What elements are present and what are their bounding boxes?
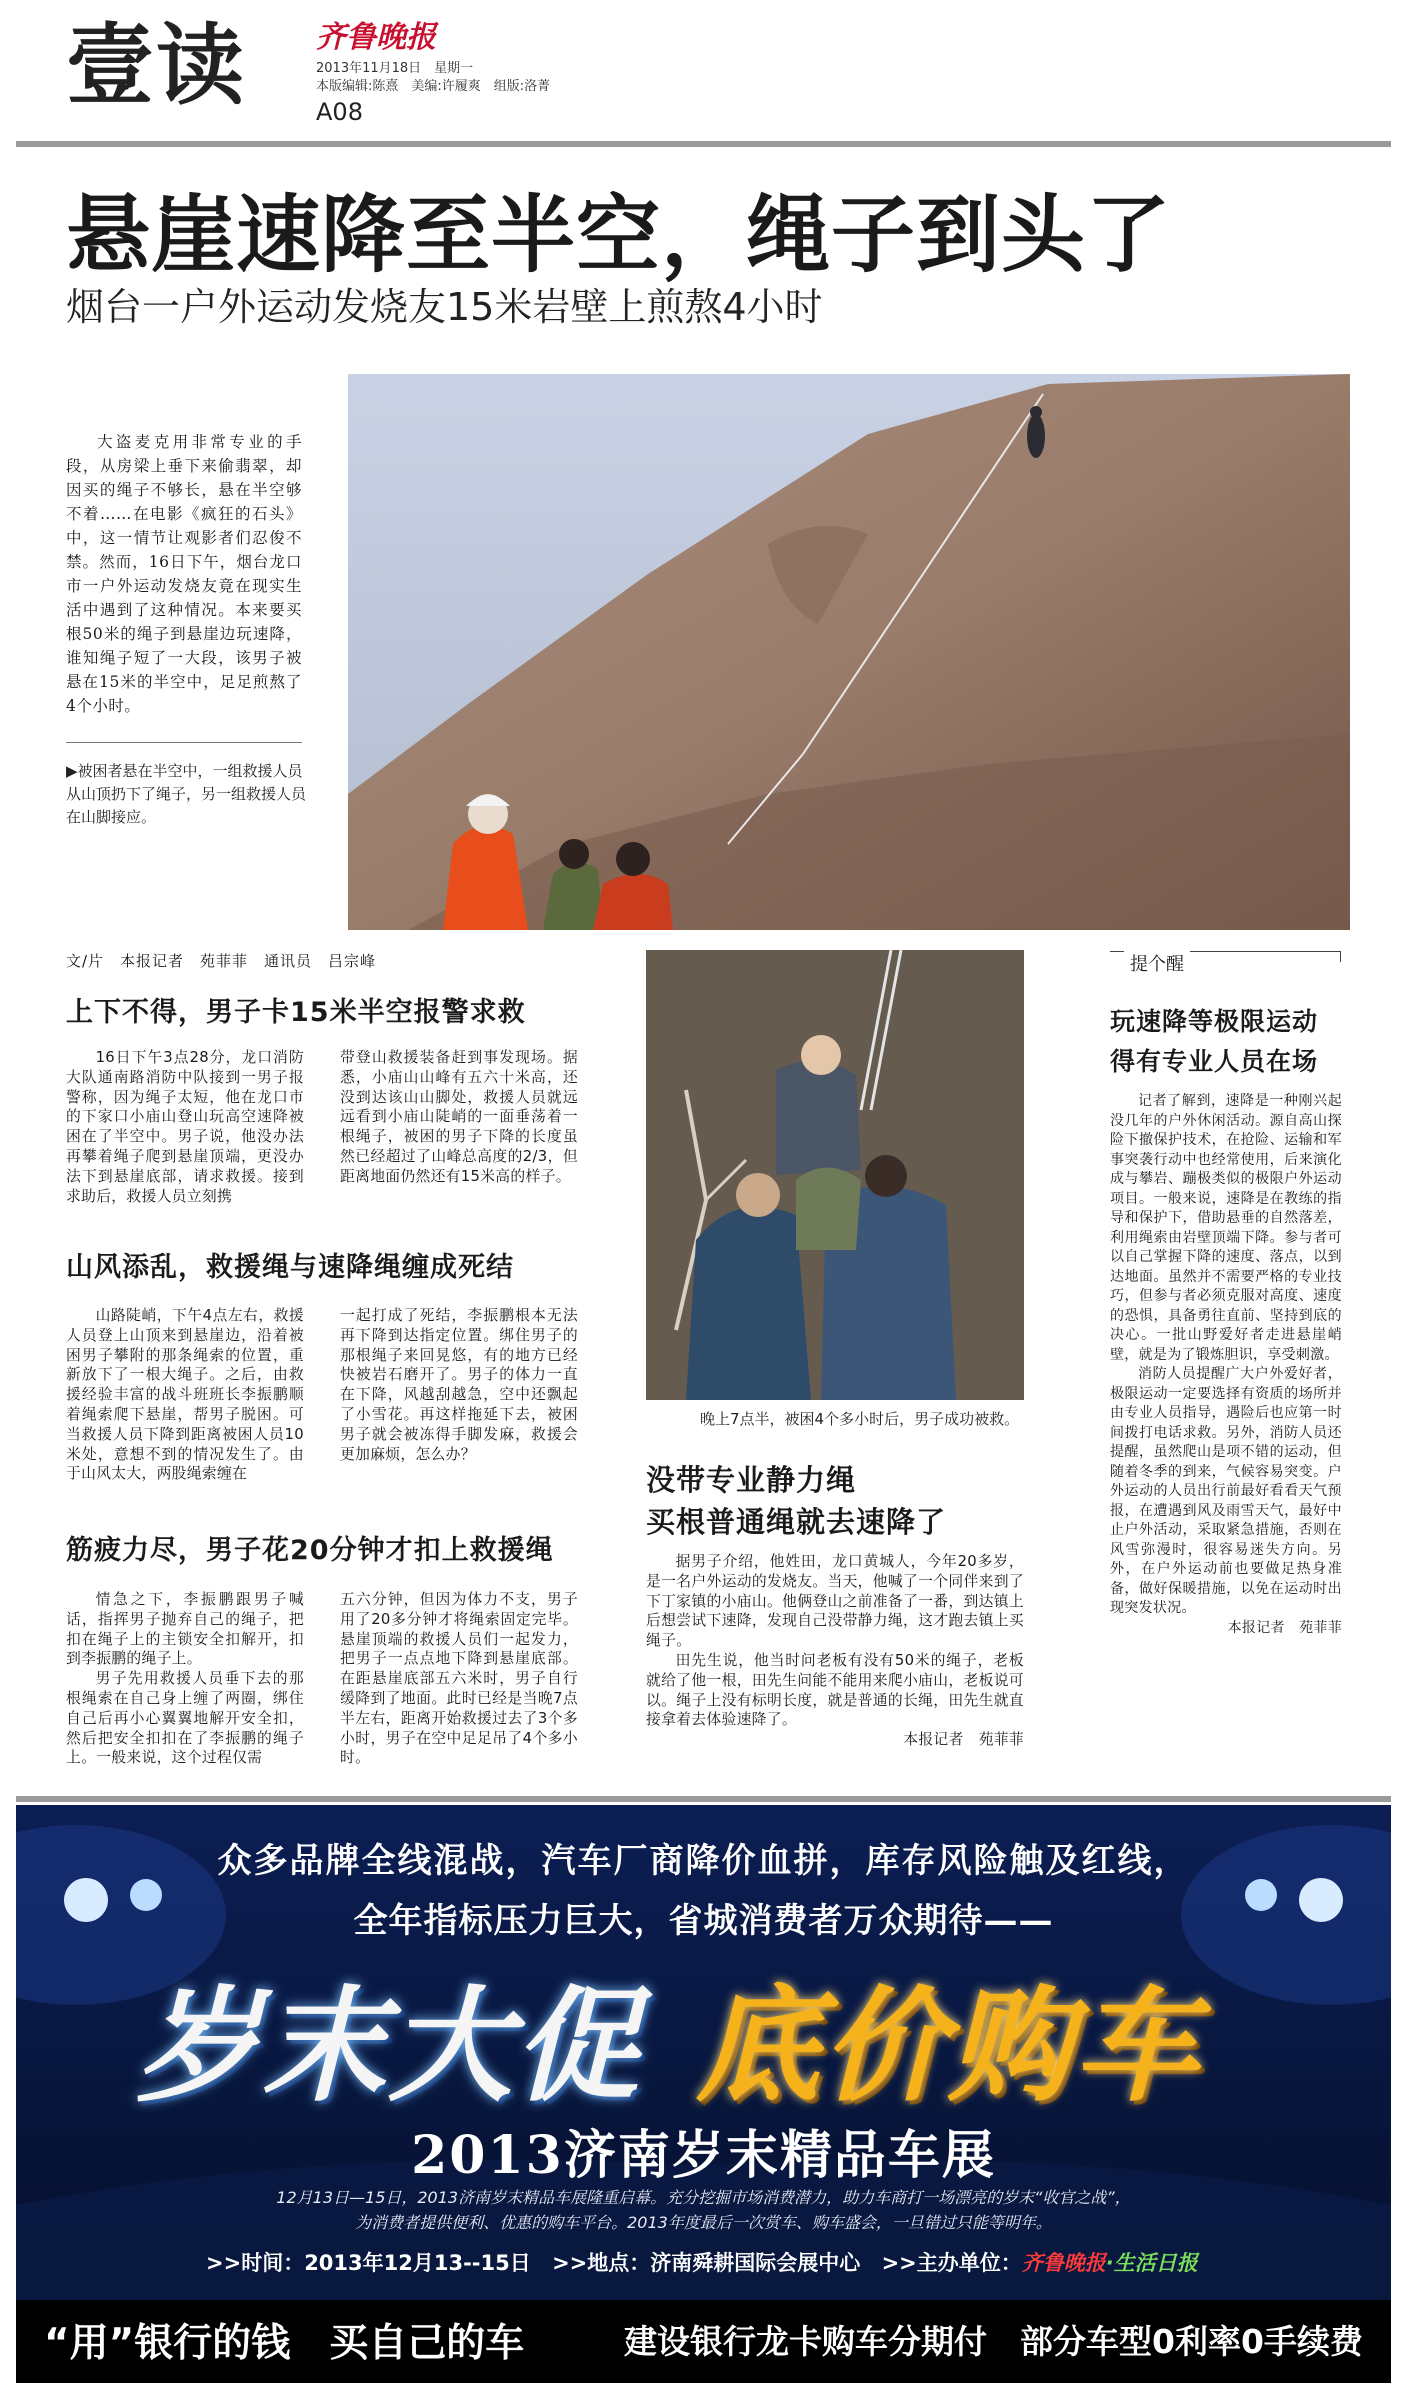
ad-bottom-slogan-3: 部分车型0利率0手续费 (1020, 2322, 1363, 2361)
ad-line-2: 全年指标压力巨大，省城消费者万众期待—— (353, 1901, 1054, 1941)
editor-line: 本版编辑:陈熹 美编:许履爽 组版:洛菁 (316, 79, 551, 94)
section-4-signature: 本报记者 苑菲菲 (903, 1731, 1024, 1749)
ad-host-2: 生活日报 (1113, 2251, 1198, 2275)
section-1-title: 上下不得，男子卡15米半空报警求救 (66, 997, 526, 1028)
ad-line-1: 众多品牌全线混战，汽车厂商降价血拼，库存风险触及红线， (217, 1841, 1190, 1881)
tip-label: 提个醒 (1124, 950, 1190, 976)
section-3-paragraph-2: 男子先用救援人员垂下去的那根绳索在自己身上缠了两圈，绑住自己后再小心翼翼地解开安全扣，然后把安全扣扣在了李振鹏的绳子上。一般来说，这个过程仅需 (66, 1670, 304, 1767)
section-4-paragraph-1: 据男子介绍，他姓田，龙口黄城人，今年20多岁，是一名户外运动的发烧友。当天，他喊了一个同伴来到了下丁家镇的小庙山。他俩登山之前准备了一番，到达镇上后想尝试下速降，发现自己没带静力绳，这才跑去镇上买绳子。 (646, 1553, 1024, 1650)
ad-info-line (206, 2247, 1198, 2277)
intro-paragraph: 大盗麦克用非常专业的手段，从房梁上垂下来偷翡翠，却因买的绳子不够长，悬在半空够不着……在电影《疯狂的石头》中，这一情节让观影者们忍俊不禁。然而，16日下午，烟台龙口市一户外运动发烧友竟在现实生活中遇到了这种情况。本来要买根50米的绳子到悬崖边玩速降，谁知绳子短了一大段，该男子被悬在15米的半空中，足足煎熬了4个小时。 (66, 433, 302, 715)
section-3-col-2: 五六分钟，但因为体力不支，男子用了20多分钟才将绳索固定完毕。悬崖顶端的救援人员们一起发力，把男子一点点地下降到悬崖底部。在距悬崖底部五六米时，男子自行缓降到了地面。此时已经是当晚7点半左右，距离开始救援过去了3个多小时，男子在空中足足吊了4个多小时。 (340, 1591, 578, 1767)
ad-info-host: >>主办单位： (881, 2251, 1022, 2275)
section-4-paragraph-2: 田先生说，他当时问老板有没有50米的绳子，老板就给了他一根，田先生问能不能用来爬小庙山，老板说可以。绳子上没有标明长度，就是普通的长绳，田先生就直接拿着去体验速降了。 (646, 1651, 1024, 1729)
section-4-body (646, 1552, 1024, 1750)
ad-top-rule (16, 1796, 1391, 1802)
ad-info-place: >>地点：济南舜耕国际会展中心 (552, 2251, 861, 2275)
tip-title-line-1: 玩速降等极限运动 (1110, 1007, 1319, 1036)
byline: 文/片 本报记者 苑菲菲 通讯员 吕宗峰 (66, 952, 377, 970)
photo-caption-1: ▶被困者悬在半空中，一组救援人员从山顶扔下了绳子，另一组救援人员在山脚接应。 (66, 762, 307, 826)
header-rule (16, 141, 1391, 147)
section-2-col-2: 一起打成了死结，李振鹏根本无法再下降到达指定位置。绑住男子的那根绳子来回晃悠，有的地方已经快被岩石磨开了。男子的体力一直在下降，风越刮越急，空中还飘起了小雪花。再这样拖延下去，被困男子就会被冻得手脚发麻，救援会更加麻烦，怎么办？ (340, 1307, 578, 1463)
date-line: 2013年11月18日 星期一 (316, 61, 474, 76)
ad-bottom-bar (16, 2300, 1391, 2383)
section-3-col-1 (66, 1590, 304, 1768)
tip-body (1110, 1092, 1342, 1638)
paper-logo: 齐鲁晚报 (316, 20, 436, 55)
section-3-title: 筋疲力尽，男子花20分钟才扣上救援绳 (66, 1535, 554, 1566)
photo-caption-2: 晚上7点半，被困4个多小时后，男子成功被救。 (700, 1410, 1020, 1428)
ad-bottom-slogan-1: “用”银行的钱 买自己的车 (44, 2321, 525, 2366)
ad-slogan-right: 底价购车 (696, 1975, 1201, 2119)
cliff-photo-illustration (348, 374, 1350, 930)
section-2-title: 山风添乱，救援绳与速降绳缠成死结 (66, 1252, 514, 1283)
ad-description-2: 为消费者提供便利、优惠的购车平台。2013年度最后一次赏车、购车盛会，一旦错过只能等明年。 (355, 2213, 1052, 2232)
subheadline: 烟台一户外运动发烧友15米岩壁上煎熬4小时 (66, 285, 823, 329)
section-1-col-2: 带登山救援装备赶到事发现场。据悉，小庙山山峰有五六十米高，还没到达该山山脚处，救援人员就远远看到小庙山陡峭的一面垂荡着一根绳子，被困的男子下降的长度虽然已经超过了山峰总高度的2/3，但距离地面仍然还有15米高的样子。 (340, 1049, 578, 1185)
ad-host-1: 齐鲁晚报 (1021, 2251, 1106, 2275)
tip-title-line-2: 得有专业人员在场 (1110, 1047, 1319, 1076)
section-4-title-line-1: 没带专业静力绳 (646, 1463, 857, 1497)
tip-paragraph-2: 消防人员提醒广大户外爱好者，极限运动一定要选择有资质的场所并由专业人员指导，遇险后也应第一时间拨打电话求救。另外，消防人员还提醒，虽然爬山是项不错的运动，但随着冬季的到来，气候容易突变。户外运动的人员出行前最好看看天气预报，在遭遇到风及雨雪天气，最好中止户外活动，采取紧急措施，否则在风雪弥漫时，很容易迷失方向。另外，在户外运动前也要做足热身准备，做好保暖措施，以免在运动时出现突发状况。 (1110, 1366, 1342, 1616)
cliff-photo (348, 374, 1350, 930)
ad-description-1: 12月13日—15日，2013济南岁末精品车展隆重启幕。充分挖掘市场消费潜力，助力车商打一场漂亮的岁末“收官之战”， (276, 2188, 1131, 2207)
section-title: 壹读 (66, 14, 247, 117)
tip-paragraph-1: 记者了解到，速降是一种刚兴起没几年的户外休闲活动。源自高山探险下撤保护技术，在抢险、运输和军事突袭行动中也经常使用，后来演化成与攀岩、蹦极类似的极限户外运动项目。一般来说，速降是在教练的指导和保护下，借助悬垂的自然落差，利用绳索由岩壁顶端下降。参与者可以自己掌握下降的速度、落点，以到达地面。虽然并不需要严格的专业技巧，但参与者必须克服对高度、速度的恐惧，具备勇往直前、坚持到底的决心。一批山野爱好者走进悬崖峭壁，就是为了锻炼胆识，享受刺激。 (1110, 1093, 1342, 1363)
ad-expo-title: 2013济南岁末精品车展 (411, 2125, 996, 2186)
ad-info-time: >>时间：2013年12月13--15日 (206, 2251, 531, 2275)
ad-host-separator: · (1105, 2251, 1114, 2275)
intro-divider (66, 742, 302, 743)
headline: 悬崖速降至半空，绳子到头了 (66, 186, 1172, 284)
page-number: A08 (316, 98, 363, 126)
car-expo-ad (16, 1805, 1391, 2383)
section-4-title-line-2: 买根普通绳就去速降了 (646, 1505, 947, 1539)
ad-bottom-slogan-2: 建设银行龙卡购车分期付 (624, 2322, 987, 2361)
section-2-col-1: 山路陡峭，下午4点左右，救援人员登上山顶来到悬崖边，沿着被困男子攀附的那条绳索的位置，重新放下了一根大绳子。之后，由救援经验丰富的战斗班班长李振鹏顺着绳索爬下悬崖，帮男子脱困。可当救援人员下降到距离被困人员10米处，意想不到的情况发生了。由于山风太大，两股绳索缠在 (66, 1307, 304, 1483)
tip-signature: 本报记者 苑菲菲 (1227, 1619, 1342, 1636)
section-3-paragraph-1: 情急之下，李振鹏跟男子喊话，指挥男子抛弃自己的绳子，把扣在绳子上的主锁安全扣解开，扣到李振鹏的绳子上。 (66, 1591, 304, 1668)
rescue-photo (646, 950, 1024, 1400)
ad-slogan-left: 岁末大促 (136, 1975, 641, 2119)
section-1-col-1: 16日下午3点28分，龙口消防大队通南路消防中队接到一男子报警称，因为绳子太短，他在龙口市的下家口小庙山登山玩高空速降被困在了半空中。男子说，他没办法再攀着绳子爬到悬崖顶端，更没办法下到悬崖底部，请求救援。接到求助后，救援人员立刻携 (66, 1049, 304, 1205)
rescue-photo-illustration (646, 950, 1024, 1400)
